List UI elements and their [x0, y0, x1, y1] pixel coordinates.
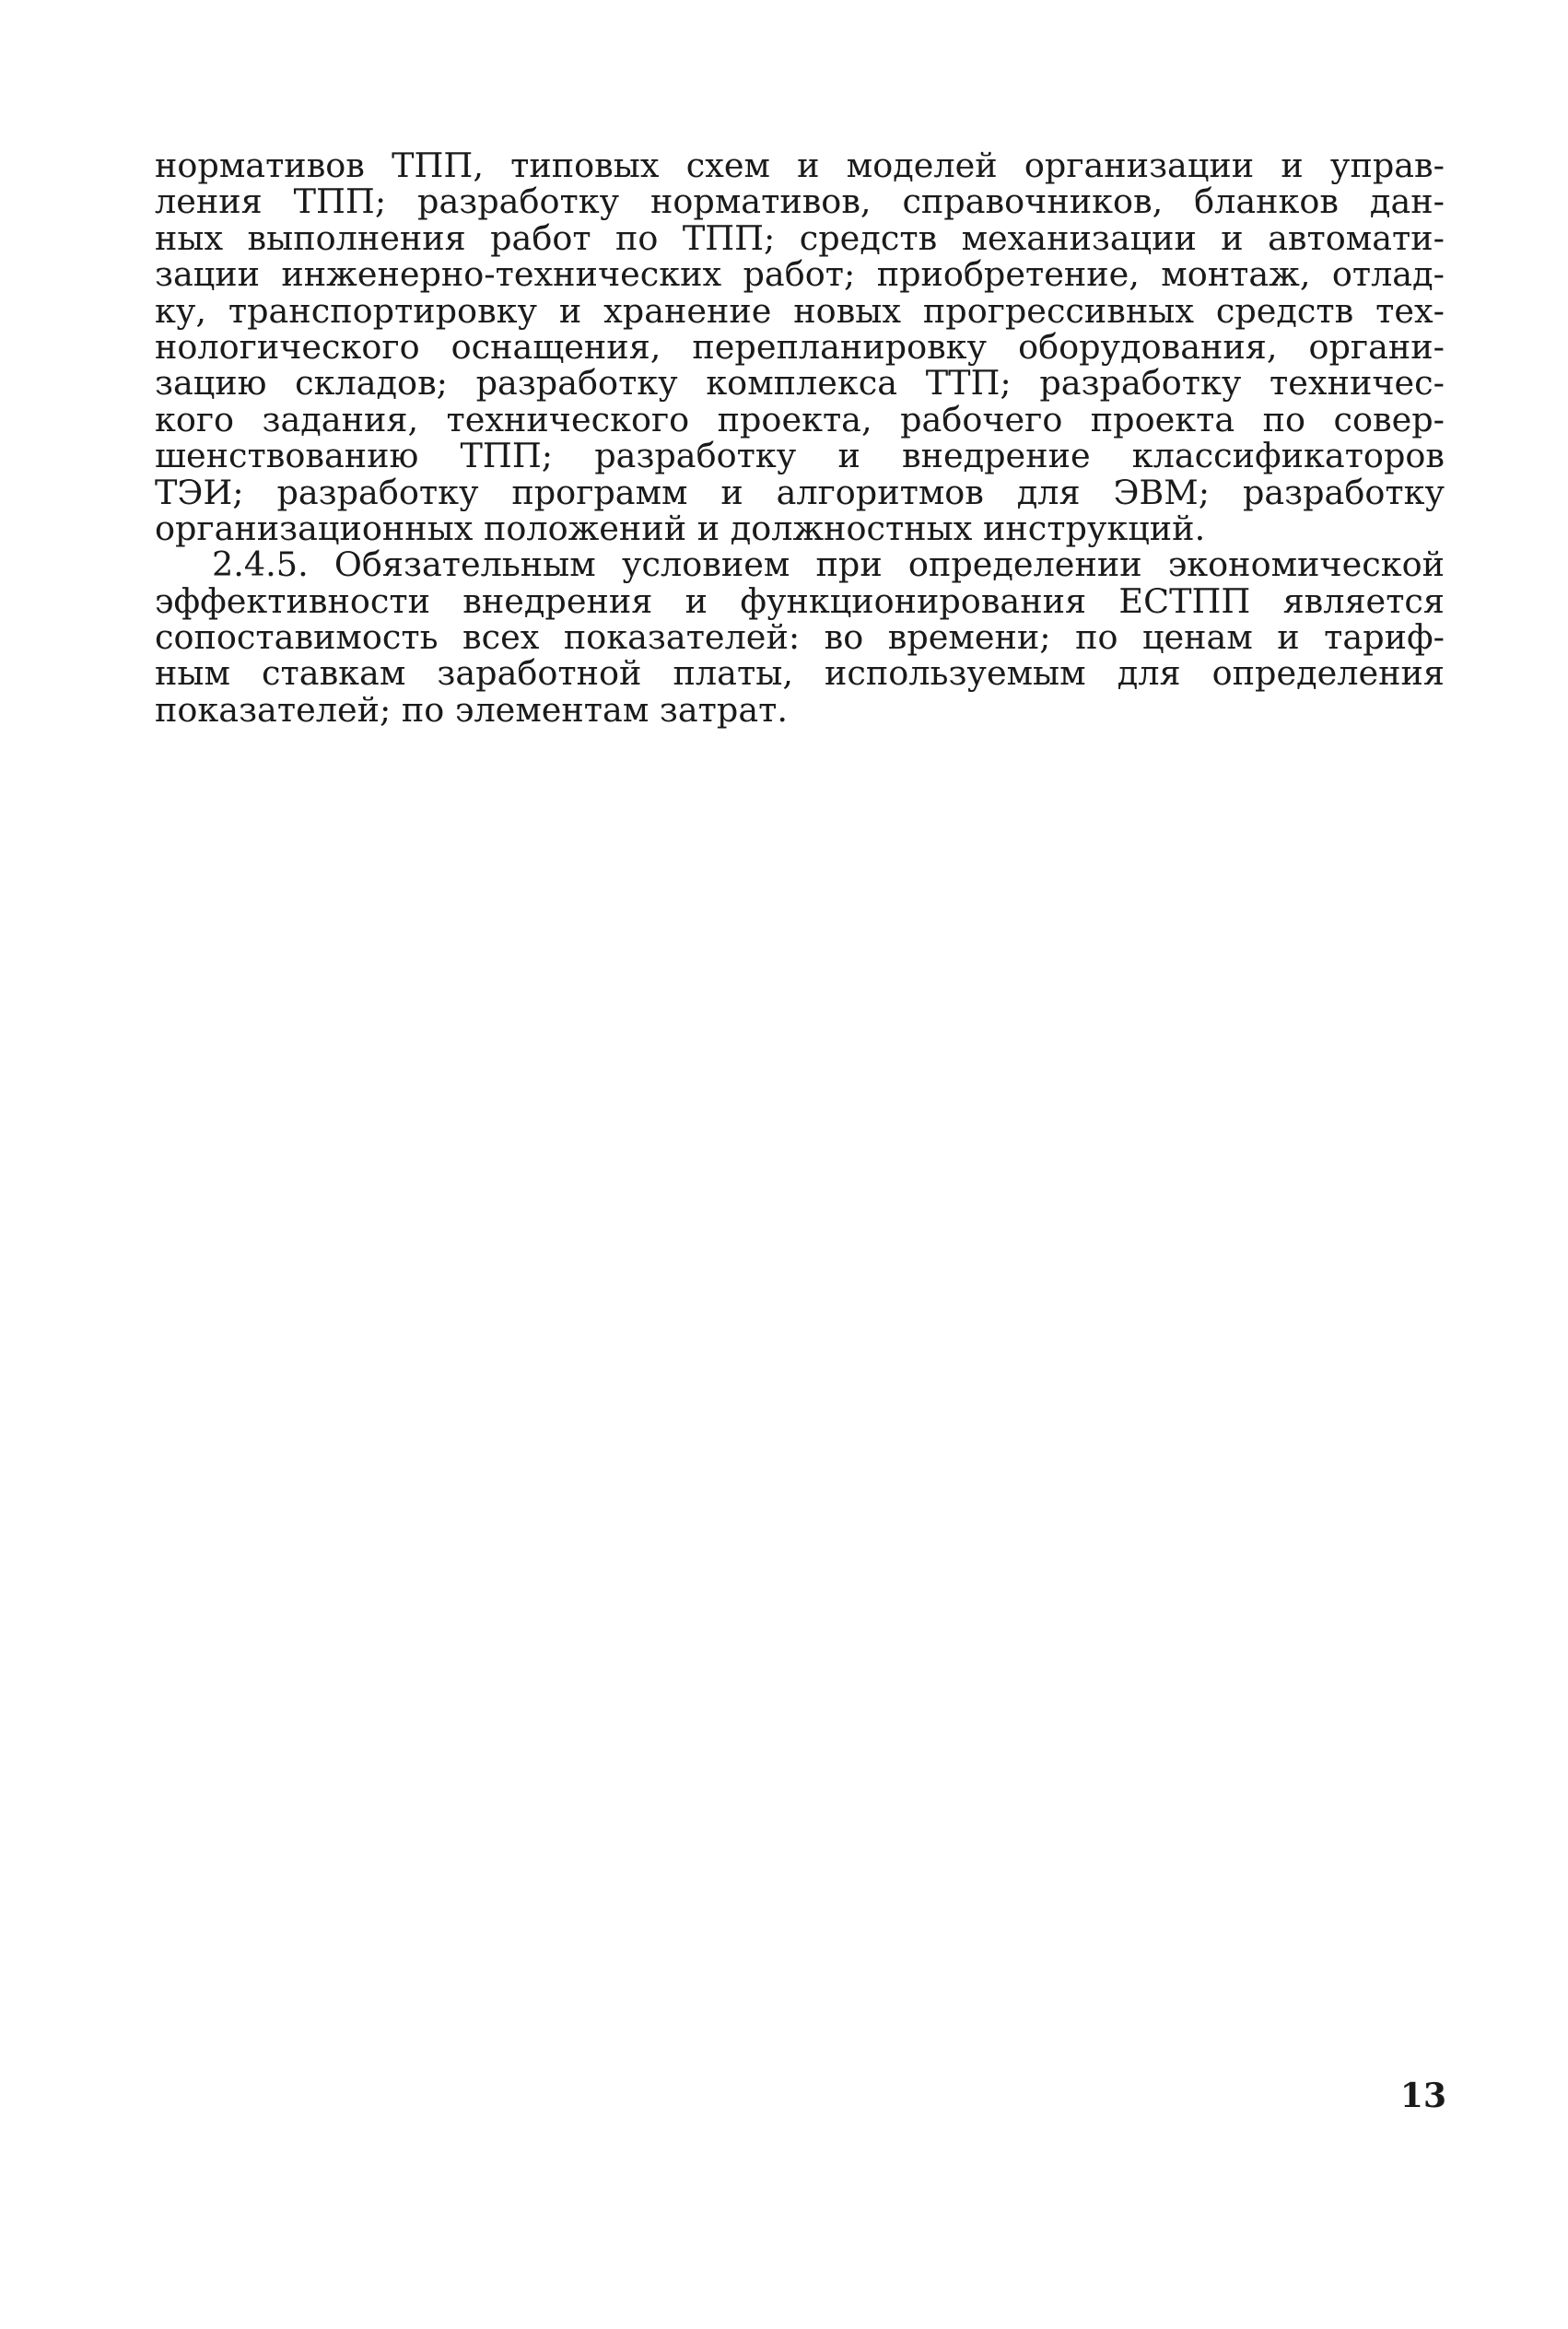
text-line: показателей; по элементам затрат. — [155, 689, 789, 730]
text-line: ТЭИ; разработку программ и алгоритмов для ЭВМ; разработку — [155, 472, 1445, 512]
text-line: нологического оснащения, перепланировку оборудования, органи- — [155, 326, 1445, 367]
text-line: зации инженерно-технических работ; приобретение, монтаж, отлад- — [155, 254, 1445, 295]
page-number: 13 — [1399, 2077, 1446, 2115]
text-line: нормативов ТПП, типовых схем и моделей организации и управ- — [155, 146, 1445, 185]
text-line: ления ТПП; разработку нормативов, справочников, бланков дан- — [155, 181, 1445, 222]
text-line: зацию складов; разработку комплекса ТТП; разработку техничес- — [155, 363, 1445, 404]
text-line: ным ставкам заработной платы, используемым для определения — [155, 653, 1445, 694]
paragraph-start-line: 2.4.5. Обязательным условием при определении экономической — [212, 544, 1445, 585]
text-line: кого задания, технического проекта, рабочего проекта по совер- — [155, 399, 1445, 439]
text-line: шенствованию ТПП; разработку и внедрение классификаторов — [155, 436, 1445, 476]
text-line: эффективности внедрения и функционирования ЕСТПП является — [155, 580, 1445, 621]
body-text — [155, 147, 1445, 728]
text-line: сопоставимость всех показателей: во времени; по ценам и тариф- — [155, 617, 1445, 658]
text-line: организационных положений и должностных инструкций. — [155, 508, 1206, 548]
text-line: ных выполнения работ по ТПП; средств механизации и автомати- — [155, 217, 1445, 258]
text-line: ку, транспортировку и хранение новых прогрессивных средств тех- — [155, 290, 1445, 331]
